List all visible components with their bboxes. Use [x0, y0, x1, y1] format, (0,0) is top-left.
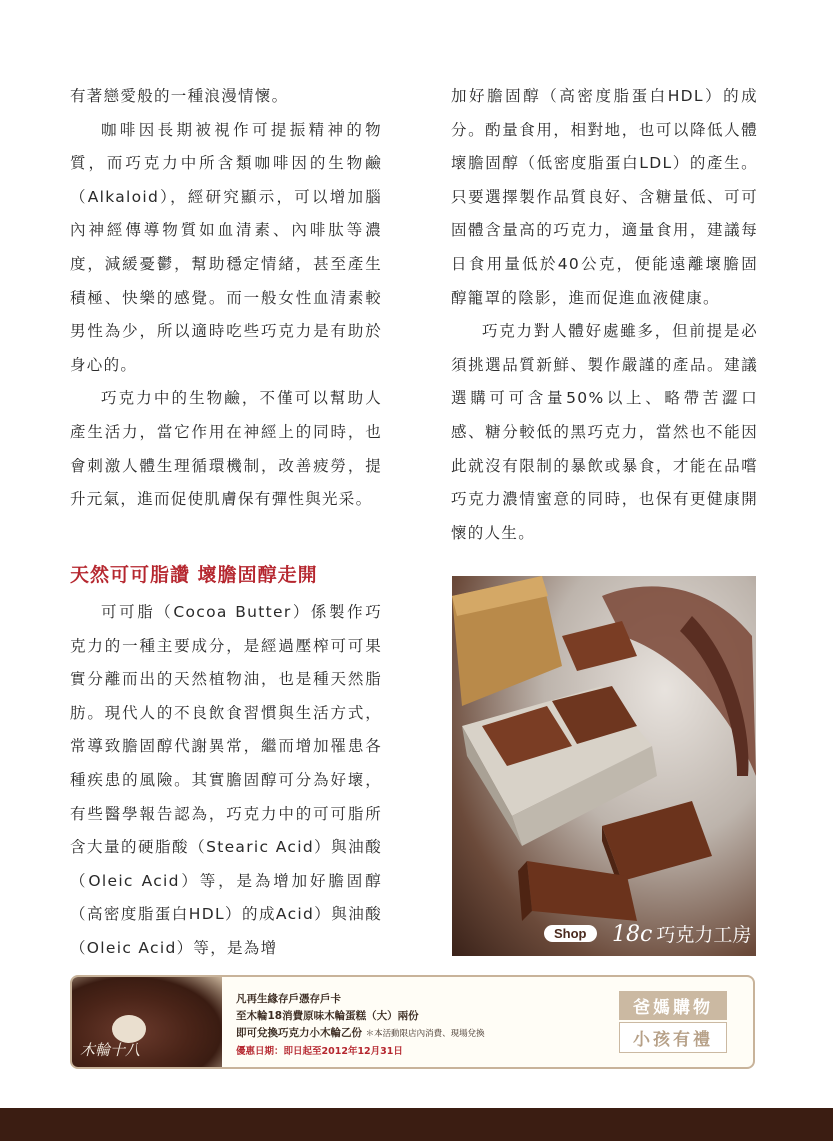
- stamp-bottom: 小孩有禮: [619, 1022, 727, 1053]
- brand-number: 18c: [612, 922, 653, 947]
- promo-line-3-main: 即可兌換巧克力小木輪乙份: [236, 1027, 362, 1039]
- paragraph-1: 有著戀愛般的一種浪漫情懷。: [70, 87, 289, 105]
- promo-line-1: 凡再生緣存戶憑存戶卡: [236, 993, 341, 1005]
- chocolate-illustration: [452, 576, 756, 956]
- promo-stamp: [619, 991, 727, 1053]
- chocolate-photo: [452, 576, 756, 956]
- promo-line-3-note: ＊本活動限店內消費、現場兌換: [365, 1029, 485, 1039]
- shop-badge: Shop: [544, 925, 597, 942]
- paragraph-4: 可可脂（Cocoa Butter）係製作巧克力的一種主要成分，是經過壓榨可可果實分離而出的天然植物油，也是種天然脂肪。現代人的不良飲食習慣與生活方式，常導致膽固醇代謝異常，繼而增加罹患各種疾患的風險。其實膽固醇可分為好壞，有些醫學報告認為，巧克力中的可可脂所含大量的硬脂酸（Stearic Acid）與油酸（Oleic Acid）等，是為增加好膽固醇（高密度脂蛋白HDL）的成Acid）與油酸（Oleic Acid）等，是為增: [70, 603, 382, 957]
- paragraph-3: 巧克力中的生物鹼，不僅可以幫助人產生活力，當它作用在神經上的同時，也會刺激人體生理循環機制，改善疲勞，提升元氣，進而促使肌膚保有彈性與光采。: [70, 389, 382, 509]
- promo-line-3: [236, 1025, 616, 1043]
- promo-date: 優惠日期：即日起至2012年12月31日: [236, 1046, 403, 1057]
- left-column: [70, 80, 382, 517]
- stamp-top: 爸媽購物: [619, 991, 727, 1020]
- right-column: [451, 80, 758, 550]
- brand-signature: 木輪十八: [80, 1041, 141, 1059]
- promo-line-2: 至木輪18消費原味木輪蛋糕（大）兩份: [236, 1010, 419, 1022]
- paragraph-2: 咖啡因長期被視作可提振精神的物質，而巧克力中所含類咖啡因的生物鹼（Alkaloid），經研究顯示，可以增加腦內神經傳導物質如血清素、內啡肽等濃度，減緩憂鬱，幫助穩定情緒，甚至產生積極、快樂的感覺。而一般女性血清素較男性為少，所以適時吃些巧克力是有助於身心的。: [70, 120, 382, 374]
- paragraph-5: 加好膽固醇（高密度脂蛋白HDL）的成分。酌量食用，相對地，也可以降低人體壞膽固醇（低密度脂蛋白LDL）的產生。只要選擇製作品質良好、含糖量低、可可固體含量高的巧克力，適量食用，建議每日食用量低於40公克，便能遠離壞膽固醇籠罩的陰影，進而促進血液健康。: [451, 87, 758, 307]
- cake-image: [72, 977, 222, 1069]
- promo-banner: [70, 975, 755, 1069]
- brand-name: 巧克力工房: [656, 924, 752, 946]
- shop-brand: [612, 920, 751, 947]
- section-heading: 天然可可脂讚 壞膽固醇走開: [70, 564, 318, 586]
- footer-bar: [0, 1108, 833, 1141]
- left-column-lower: [70, 596, 382, 966]
- promo-text: [236, 991, 616, 1060]
- paragraph-6: 巧克力對人體好處雖多，但前提是必須挑選品質新鮮、製作嚴謹的產品。建議選購可可含量50%以上、略帶苦澀口感、糖分較低的黑巧克力，當然也不能因此就沒有限制的暴飲或暴食，才能在品嚐巧克力濃情蜜意的同時，也保有更健康開懷的人生。: [451, 322, 758, 542]
